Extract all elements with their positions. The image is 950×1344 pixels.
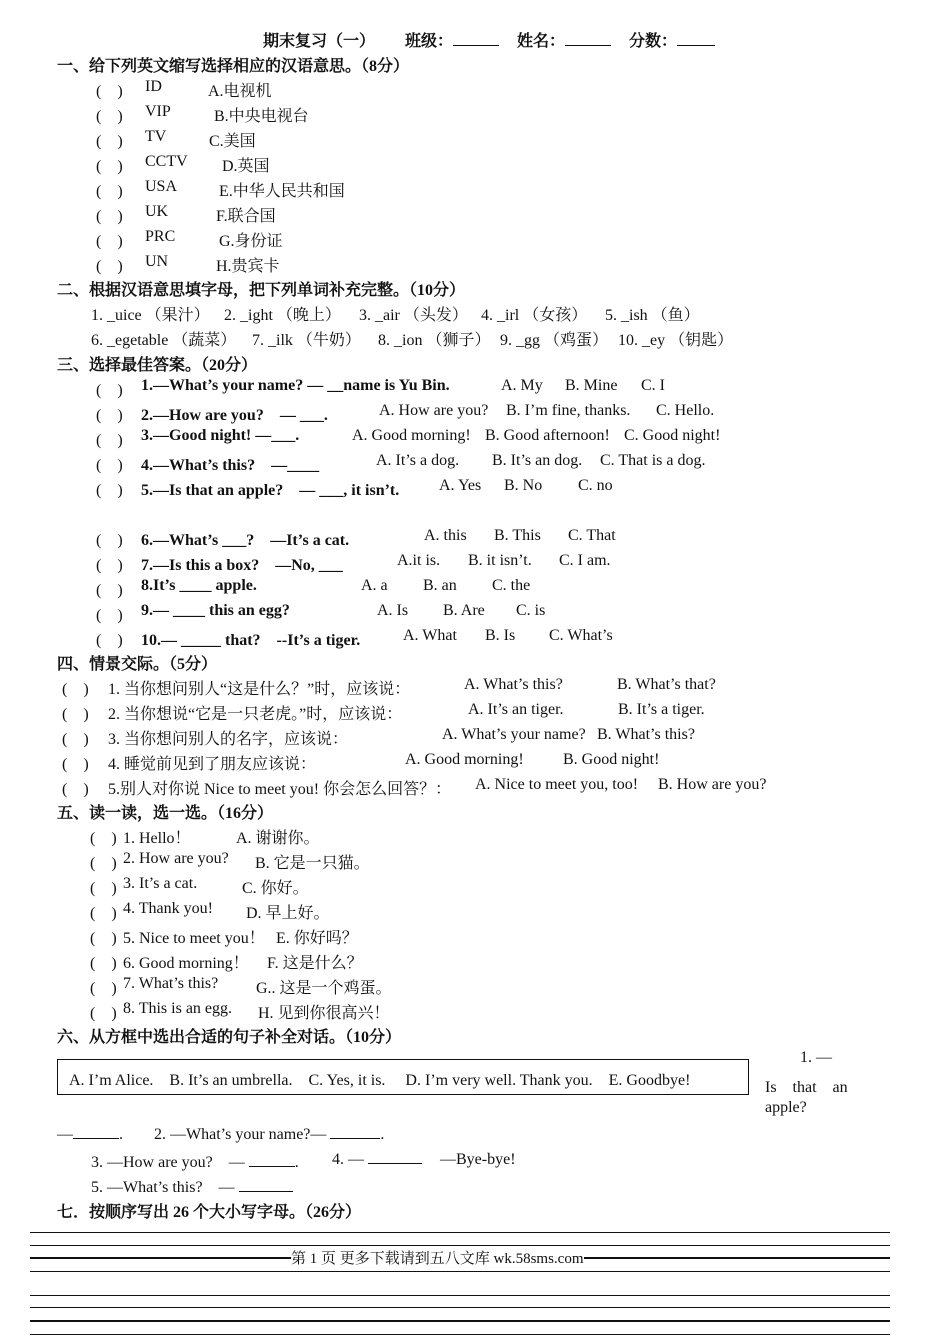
word-blank-3[interactable]: 3. _air （头发）: [359, 307, 468, 324]
answer-paren[interactable]: ( ): [96, 108, 123, 125]
answer-paren[interactable]: ( ): [90, 830, 117, 847]
question-text: 10.— _____ that? --It’s a tiger.: [141, 632, 361, 649]
question-text: 3. 当你想问别人的名字，应该说：: [108, 731, 349, 748]
answer-paren[interactable]: ( ): [96, 208, 123, 225]
question-text: 4.—What’s this? —____: [141, 457, 320, 474]
chinese-meaning: G.. 这是一个鸡蛋。: [256, 980, 392, 997]
word-blank-2[interactable]: 2. _ight （晚上）: [224, 307, 341, 324]
option-b[interactable]: B. It’s a tiger.: [618, 701, 705, 718]
section-5-title: 五、读一读，选一选。（16分）: [57, 805, 274, 822]
page-title: [263, 28, 715, 51]
option-b[interactable]: B. How are you?: [658, 776, 767, 793]
option-a[interactable]: A. Good morning!: [405, 751, 524, 768]
answer-paren[interactable]: ( ): [96, 407, 123, 424]
section-7-title: 七．按顺序写出 26 个大小写字母。（26分）: [57, 1204, 362, 1221]
option-a[interactable]: A. Is: [377, 602, 409, 619]
english-sentence: 4. Thank you!: [123, 900, 213, 917]
question-text: 3.—Good night! —___.: [141, 427, 300, 444]
chinese-meaning: B. 它是一只猫。: [255, 855, 370, 872]
dialog-1-question-end: apple?: [765, 1099, 807, 1116]
dialog-1-blank[interactable]: [73, 1124, 119, 1139]
option-b[interactable]: B. an: [423, 577, 457, 594]
question-text: 8.It’s ____ apple.: [141, 577, 257, 594]
option-b[interactable]: B. No: [504, 477, 543, 494]
answer-paren[interactable]: ( ): [96, 632, 123, 649]
section-6-title: 六、从方框中选出合适的句子补全对话。（10分）: [57, 1029, 402, 1046]
english-sentence: 2. How are you?: [123, 850, 229, 867]
answer-choices-text: A. I’m Alice. B. It’s an umbrella. C. Yes, it is. D. I’m very well. Thank you. E. Goodbye!: [69, 1072, 691, 1089]
dialog-1-number: 1. —: [800, 1049, 832, 1066]
option-c[interactable]: C. Hello.: [656, 402, 715, 419]
option-c[interactable]: C. I: [641, 377, 665, 394]
abbreviation: UK: [145, 203, 169, 220]
option-c[interactable]: C. That is a dog.: [600, 452, 706, 469]
question-text: 6.—What’s ___? —It’s a cat.: [141, 532, 350, 549]
option-c[interactable]: C. Good night!: [624, 427, 721, 444]
chinese-meaning: D. 早上好。: [246, 905, 330, 922]
page-footer: 第 1 页 更多下载请到五八文库 wk.58sms.com: [291, 1247, 584, 1268]
answer-paren[interactable]: ( ): [96, 582, 123, 599]
dialog-4: 4. — —Bye-bye!: [332, 1151, 516, 1168]
option-b[interactable]: B. Good afternoon!: [485, 427, 610, 444]
question-text: 5.—Is that an apple? — ___, it isn’t.: [141, 482, 400, 499]
word-blank-9[interactable]: 9. _gg （鸡蛋）: [500, 332, 609, 349]
dialog-4-blank[interactable]: [368, 1149, 422, 1164]
chinese-meaning: A. 谢谢你。: [236, 830, 320, 847]
question-text: 4. 睡觉前见到了朋友应该说：: [108, 756, 317, 773]
question-text: 1.—What’s your name? — __name is Yu Bin.: [141, 377, 450, 394]
option-a[interactable]: A. this: [424, 527, 467, 544]
meaning-option: C.美国: [209, 133, 256, 150]
word-blank-5[interactable]: 5. _ish （鱼）: [605, 307, 700, 324]
english-sentence: 8. This is an egg.: [123, 1000, 233, 1017]
dialog-2-blank[interactable]: [330, 1124, 380, 1139]
option-b[interactable]: B. This: [494, 527, 541, 544]
answer-paren[interactable]: ( ): [96, 557, 123, 574]
name-blank[interactable]: [565, 31, 611, 46]
writing-line: [30, 1320, 890, 1322]
dialog-1-question: Is that an: [765, 1079, 848, 1096]
option-a[interactable]: A. Nice to meet you, too!: [475, 776, 639, 793]
question-text: 9.— ____ this an egg?: [141, 602, 290, 619]
section-1-title: 一、给下列英文缩写选择相应的汉语意思。（8分）: [57, 58, 410, 75]
answer-paren[interactable]: ( ): [90, 905, 117, 922]
option-a[interactable]: A. Yes: [439, 477, 482, 494]
answer-paren[interactable]: ( ): [90, 930, 117, 947]
option-a[interactable]: A. It’s an tiger.: [468, 701, 564, 718]
abbreviation: TV: [145, 128, 167, 145]
word-blank-4[interactable]: 4. _irl （女孩）: [481, 307, 588, 324]
score-label: 分数：: [629, 33, 678, 50]
option-b[interactable]: B. Mine: [565, 377, 618, 394]
english-sentence: 1. Hello！: [123, 830, 191, 847]
option-b[interactable]: B. it isn’t.: [468, 552, 532, 569]
english-sentence: 3. It’s a cat.: [123, 875, 198, 892]
word-blank-8[interactable]: 8. _ion （狮子）: [378, 332, 491, 349]
answer-paren[interactable]: ( ): [96, 382, 123, 399]
option-a[interactable]: A. Good morning!: [352, 427, 471, 444]
option-a[interactable]: A. My: [501, 377, 543, 394]
answer-choices-box: [57, 1059, 749, 1095]
class-label: 班级：: [405, 33, 454, 50]
option-a[interactable]: A.it is.: [397, 552, 441, 569]
dialog-5: 5. —What’s this? —: [91, 1174, 293, 1197]
answer-paren[interactable]: ( ): [96, 158, 123, 175]
abbreviation: CCTV: [145, 153, 188, 170]
writing-line: [30, 1334, 890, 1335]
score-blank[interactable]: [677, 31, 715, 46]
question-text: 2. 当你想说“它是一只老虎。”时，应该说：: [108, 706, 403, 723]
abbreviation: ID: [145, 78, 162, 95]
writing-line: [30, 1271, 890, 1272]
meaning-option: G.身份证: [219, 233, 283, 250]
english-sentence: 5. Nice to meet you！: [123, 930, 265, 947]
abbreviation: USA: [145, 178, 178, 195]
answer-paren[interactable]: ( ): [96, 183, 123, 200]
section-2-title: 二、根据汉语意思填字母，把下列单词补充完整。（10分）: [57, 282, 466, 299]
answer-paren[interactable]: ( ): [62, 731, 89, 748]
option-a[interactable]: A. How are you?: [379, 402, 489, 419]
chinese-meaning: E. 你好吗？: [276, 930, 358, 947]
answer-paren[interactable]: ( ): [62, 706, 89, 723]
word-blank-1[interactable]: 1. _uice （果汁）: [91, 307, 210, 324]
word-blank-7[interactable]: 7. _ilk （牛奶）: [252, 332, 361, 349]
question-text: 2.—How are you? — ___.: [141, 407, 328, 424]
exam-title: 期末复习（一）: [263, 33, 376, 50]
writing-line: [30, 1245, 890, 1246]
answer-paren[interactable]: ( ): [62, 756, 89, 773]
option-c[interactable]: C. I am.: [559, 552, 611, 569]
dialog-5-blank[interactable]: [239, 1177, 293, 1192]
meaning-option: D.英国: [222, 158, 270, 175]
question-text: 5.别人对你说 Nice to meet you! 你会怎么回答？：: [108, 781, 452, 798]
option-b[interactable]: B. I’m fine, thanks.: [506, 402, 631, 419]
chinese-meaning: F. 这是什么？: [267, 955, 363, 972]
answer-paren[interactable]: ( ): [62, 781, 89, 798]
option-b[interactable]: B. What’s that?: [617, 676, 716, 693]
english-sentence: 6. Good morning！: [123, 955, 249, 972]
dialog-3: 3. —How are you? — .: [91, 1154, 299, 1171]
option-b[interactable]: B. Good night!: [563, 751, 660, 768]
option-c[interactable]: C. That: [568, 527, 616, 544]
abbreviation: PRC: [145, 228, 176, 245]
chinese-meaning: H. 见到你很高兴！: [258, 1005, 390, 1022]
class-blank[interactable]: [453, 31, 499, 46]
abbreviation: UN: [145, 253, 169, 270]
option-c[interactable]: C. the: [492, 577, 531, 594]
option-a[interactable]: A. What’s your name?: [442, 726, 586, 743]
answer-paren[interactable]: ( ): [96, 482, 123, 499]
answer-paren[interactable]: ( ): [96, 233, 123, 250]
dialog-3-blank[interactable]: [249, 1152, 295, 1167]
option-b[interactable]: B. What’s this?: [597, 726, 695, 743]
name-label: 姓名：: [517, 33, 566, 50]
answer-paren[interactable]: ( ): [62, 681, 89, 698]
writing-line: [30, 1232, 890, 1233]
meaning-option: H.贵宾卡: [216, 258, 280, 275]
section-4-title: 四、情景交际。（5分）: [57, 656, 218, 673]
option-b[interactable]: B. Is: [485, 627, 516, 644]
abbreviation: VIP: [145, 103, 171, 120]
option-b[interactable]: B. Are: [443, 602, 485, 619]
meaning-option: B.中央电视台: [214, 108, 309, 125]
answer-paren[interactable]: ( ): [96, 133, 123, 150]
question-text: 1. 当你想问别人“这是什么？”时，应该说：: [108, 681, 411, 698]
word-blank-6[interactable]: 6. _egetable （蔬菜）: [91, 332, 237, 349]
english-sentence: 7. What’s this?: [123, 975, 219, 992]
answer-paren[interactable]: ( ): [90, 880, 117, 897]
option-a[interactable]: A. It’s a dog.: [376, 452, 460, 469]
dialog-2: 2. —What’s your name?— .: [154, 1126, 385, 1143]
chinese-meaning: C. 你好。: [242, 880, 309, 897]
option-a[interactable]: A. What’s this?: [464, 676, 563, 693]
question-text: 7.—Is this a box? —No, ___: [141, 557, 343, 574]
option-a[interactable]: A. a: [361, 577, 388, 594]
answer-paren[interactable]: ( ): [90, 855, 117, 872]
option-b[interactable]: B. It’s an dog.: [492, 452, 583, 469]
meaning-option: F.联合国: [216, 208, 276, 225]
answer-paren[interactable]: ( ): [96, 432, 123, 449]
dialog-1-answer: — .: [57, 1126, 123, 1143]
answer-paren[interactable]: ( ): [90, 980, 117, 997]
answer-paren[interactable]: ( ): [96, 532, 123, 549]
section-3-title: 三、选择最佳答案。（20分）: [57, 357, 258, 374]
option-a[interactable]: A. What: [403, 627, 457, 644]
answer-paren[interactable]: ( ): [90, 1005, 117, 1022]
option-c[interactable]: C. What’s: [549, 627, 613, 644]
answer-paren[interactable]: ( ): [90, 955, 117, 972]
answer-paren[interactable]: ( ): [96, 258, 123, 275]
answer-paren[interactable]: ( ): [96, 607, 123, 624]
answer-paren[interactable]: ( ): [96, 83, 123, 100]
option-c[interactable]: C. no: [578, 477, 613, 494]
writing-line: [30, 1295, 890, 1296]
option-c[interactable]: C. is: [516, 602, 546, 619]
writing-line: [30, 1307, 890, 1308]
meaning-option: A.电视机: [208, 83, 272, 100]
answer-paren[interactable]: ( ): [96, 457, 123, 474]
word-blank-10[interactable]: 10. _ey （钥匙）: [618, 332, 734, 349]
meaning-option: E.中华人民共和国: [219, 183, 345, 200]
